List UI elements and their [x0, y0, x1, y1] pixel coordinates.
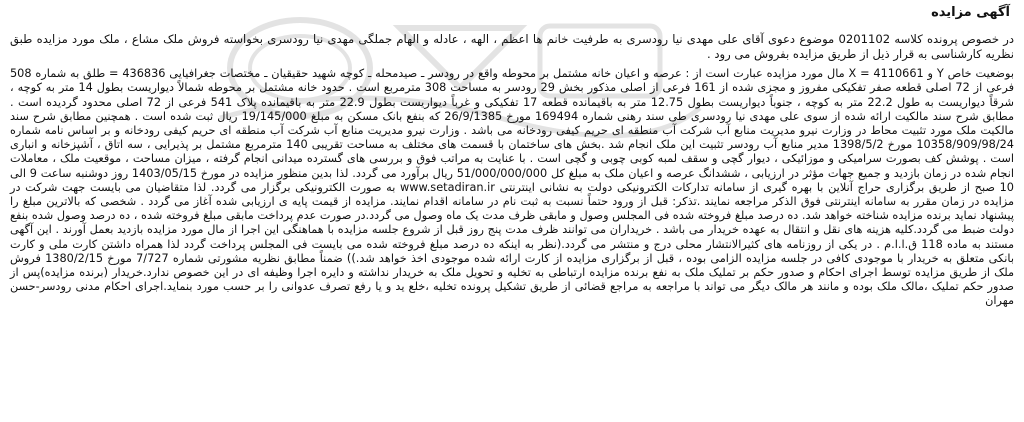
notice-title: آگهی مزایده	[931, 5, 1010, 20]
notice-intro-paragraph: در خصوص پرونده کلاسه 0201102 موضوع دعوی آقای علی مهدی نیا رودسری به طرفیت خانم ها اعظم ، الهه ، عادله و الهام جملگی مهدی نیا رودسری بخواسته فروش ملک مشاع ، ملک مورد مزایده طبق نظریه کارشناسی به قرار ذیل از طریق مزایده بفروش می رود .	[10, 32, 1014, 61]
notice-body-paragraph: بوضعیت خاص Y و 4110661 = X مال مورد مزایده عبارت است از : عرصه و اعیان خانه مشتمل بر محوطه واقع در رودسر ـ صیدمحله ـ کوچه شهید حقیقیان ـ مختصات جغرافیایی 436836 = طلق به شماره 508 فرعی از 72 اصلی قطعه صفر تفکیکی مفروز و مجزی شده از 161 فرعی از اصلی مذکور بخش 29 رودسر به مساحت 308 مترمربع است . حدود خانه مشتمل بر محوطه شمالاً دیواریست بطول 14 متر به کوچه ، شرقاً دیواریست به طول 22.2 متر به کوچه ، جنوباً دیواریست بطول 12.75 متر به باقیمانده قطعه 17 تفکیکی و غرباً دیواریست بطول 22.9 متر به باقیمانده پلاک 541 فرعی از 72 اصلی محدود گردیده است . مطابق شرح سند مالکیت ارائه شده از سوی علی مهدی نیا رودسری طی سند رهنی شماره 169494 مورخ 26/9/1385 که بنفع بانک مسکن به مبلغ 19/145/000 ریال ثبت شده است . همچنین مطابق شرح سند مالکیت ملک مورد تثبیت محاط در وزارت نیرو مدیریت منابع آب شرکت آب منطقه ای حریم کیفی رودخانه می باشد . وزارت نیرو مدیریت منابع آب شرکت آب منطقه ای حریم کیفی رودخانه و بر اساس نامه شماره 10358/909/98/24 مورخ 1398/5/2 مدیر منابع آب رودسر تثبیت این ملک انجام شد .بخش های ساختمان با قسمت های مختلف به مساحت تقریبی 140 مترمربع مشتمل بر پذیرایی ، سه اتاق ، آشپزخانه و انباری است . پوشش کف بصورت سرامیکی و موزائیکی ، دیوار گچی و سقف لمبه کوبی چوبی و گچی است . با عنایت به مراتب فوق و بررسی های گسترده میدانی انجام گرفته ، میزان مساحت ، موقعیت ملک ، معاملات انجام شده در زمان بازدید و جمیع جهات مؤثر در ارزیابی ، ششدانگ عرصه و اعیان ملک به مبلغ کل 51/000/000/000 ریال برآورد می گردد. لذا بدین منظور مزایده در مورخ 1403/05/15 روز دوشنبه ساعت 9 الی 10 صبح از طریق برگزاری حراج آنلاین با بهره گیری از سامانه تدارکات الکترونیکی دولت به نشانی اینترنتی www.setadiran.ir به صورت الکترونیکی برگزار می گردد. لذا متقاضیان می بایست جهت شرکت در مزایده در زمان مقرر به سامانه اینترنتی فوق الذکر مراجعه نمایند .تذکر: قبل از ورود حتماً نسبت به ثبت نام در سامانه اقدام نمایند. مزایده از قیمت پایه ی ارزیابی شده آغاز می گردد . شخصی که بالاترین مبلغ را پیشنهاد نماید برنده مزایده شناخته خواهد شد. ده درصد مبلغ فروخته شده فی المجلس وصول و مابقی ظرف مدت یک ماه وصول می گردد.در صورت عدم پرداخت مابقی مبلغ فروخته شده ، ده درصد وصول شده بنفع دولت ضبط می گردد.کلیه هزینه های نقل و انتقال به عهده خریدار می باشد . خریداران می توانند ظرف مدت پنج روز قبل از شروع جلسه مزایده با هماهنگی این اجرا از مال مورد مزایده بازدید بعمل آورند . این آگهی مستند به ماده 118 ق.ا.ا.م . در یکی از روزنامه های کثیرالانتشار محلی درج و منتشر می گردد.(نظر به اینکه ده درصد مبلغ فروخته شده می بایست فی المجلس پرداخت گردد لذا همراه داشتن کارت ملی و کارت بانکی متعلق به خریدار با موجودی کافی در جلسه مزایده الزامی بوده ، قبل از برگزاری مزایده از کارت ارائه شده موجودی اخذ خواهد شد.)) ضمناً مطابق نظریه مشورتی شماره 7/727 مورخ 1380/2/15 فروش ملک از طریق مزایده توسط اجرای احکام و صدور حکم بر تملیک ملک به نفع برنده مزایده ارتباطی به تخلیه و تحویل ملک به خریدار نداشته و دایره اجرا وظیفه ای در این خصوص ندارد.خریدار (برنده مزایده)پس از صدور حکم تملیک ،مالک ملک بوده و مانند هر مالک دیگر می تواند با مراجعه به مراجع قضائی از طریق تشکیل پرونده تخلیه ،خلع ید و یا رفع تصرف عدوانی را بر حسب مورد بنماید.اجرای احکام مدنی رودسر-حسن مهران	[10, 67, 1015, 308]
auction-notice	[10, 4, 1014, 315]
